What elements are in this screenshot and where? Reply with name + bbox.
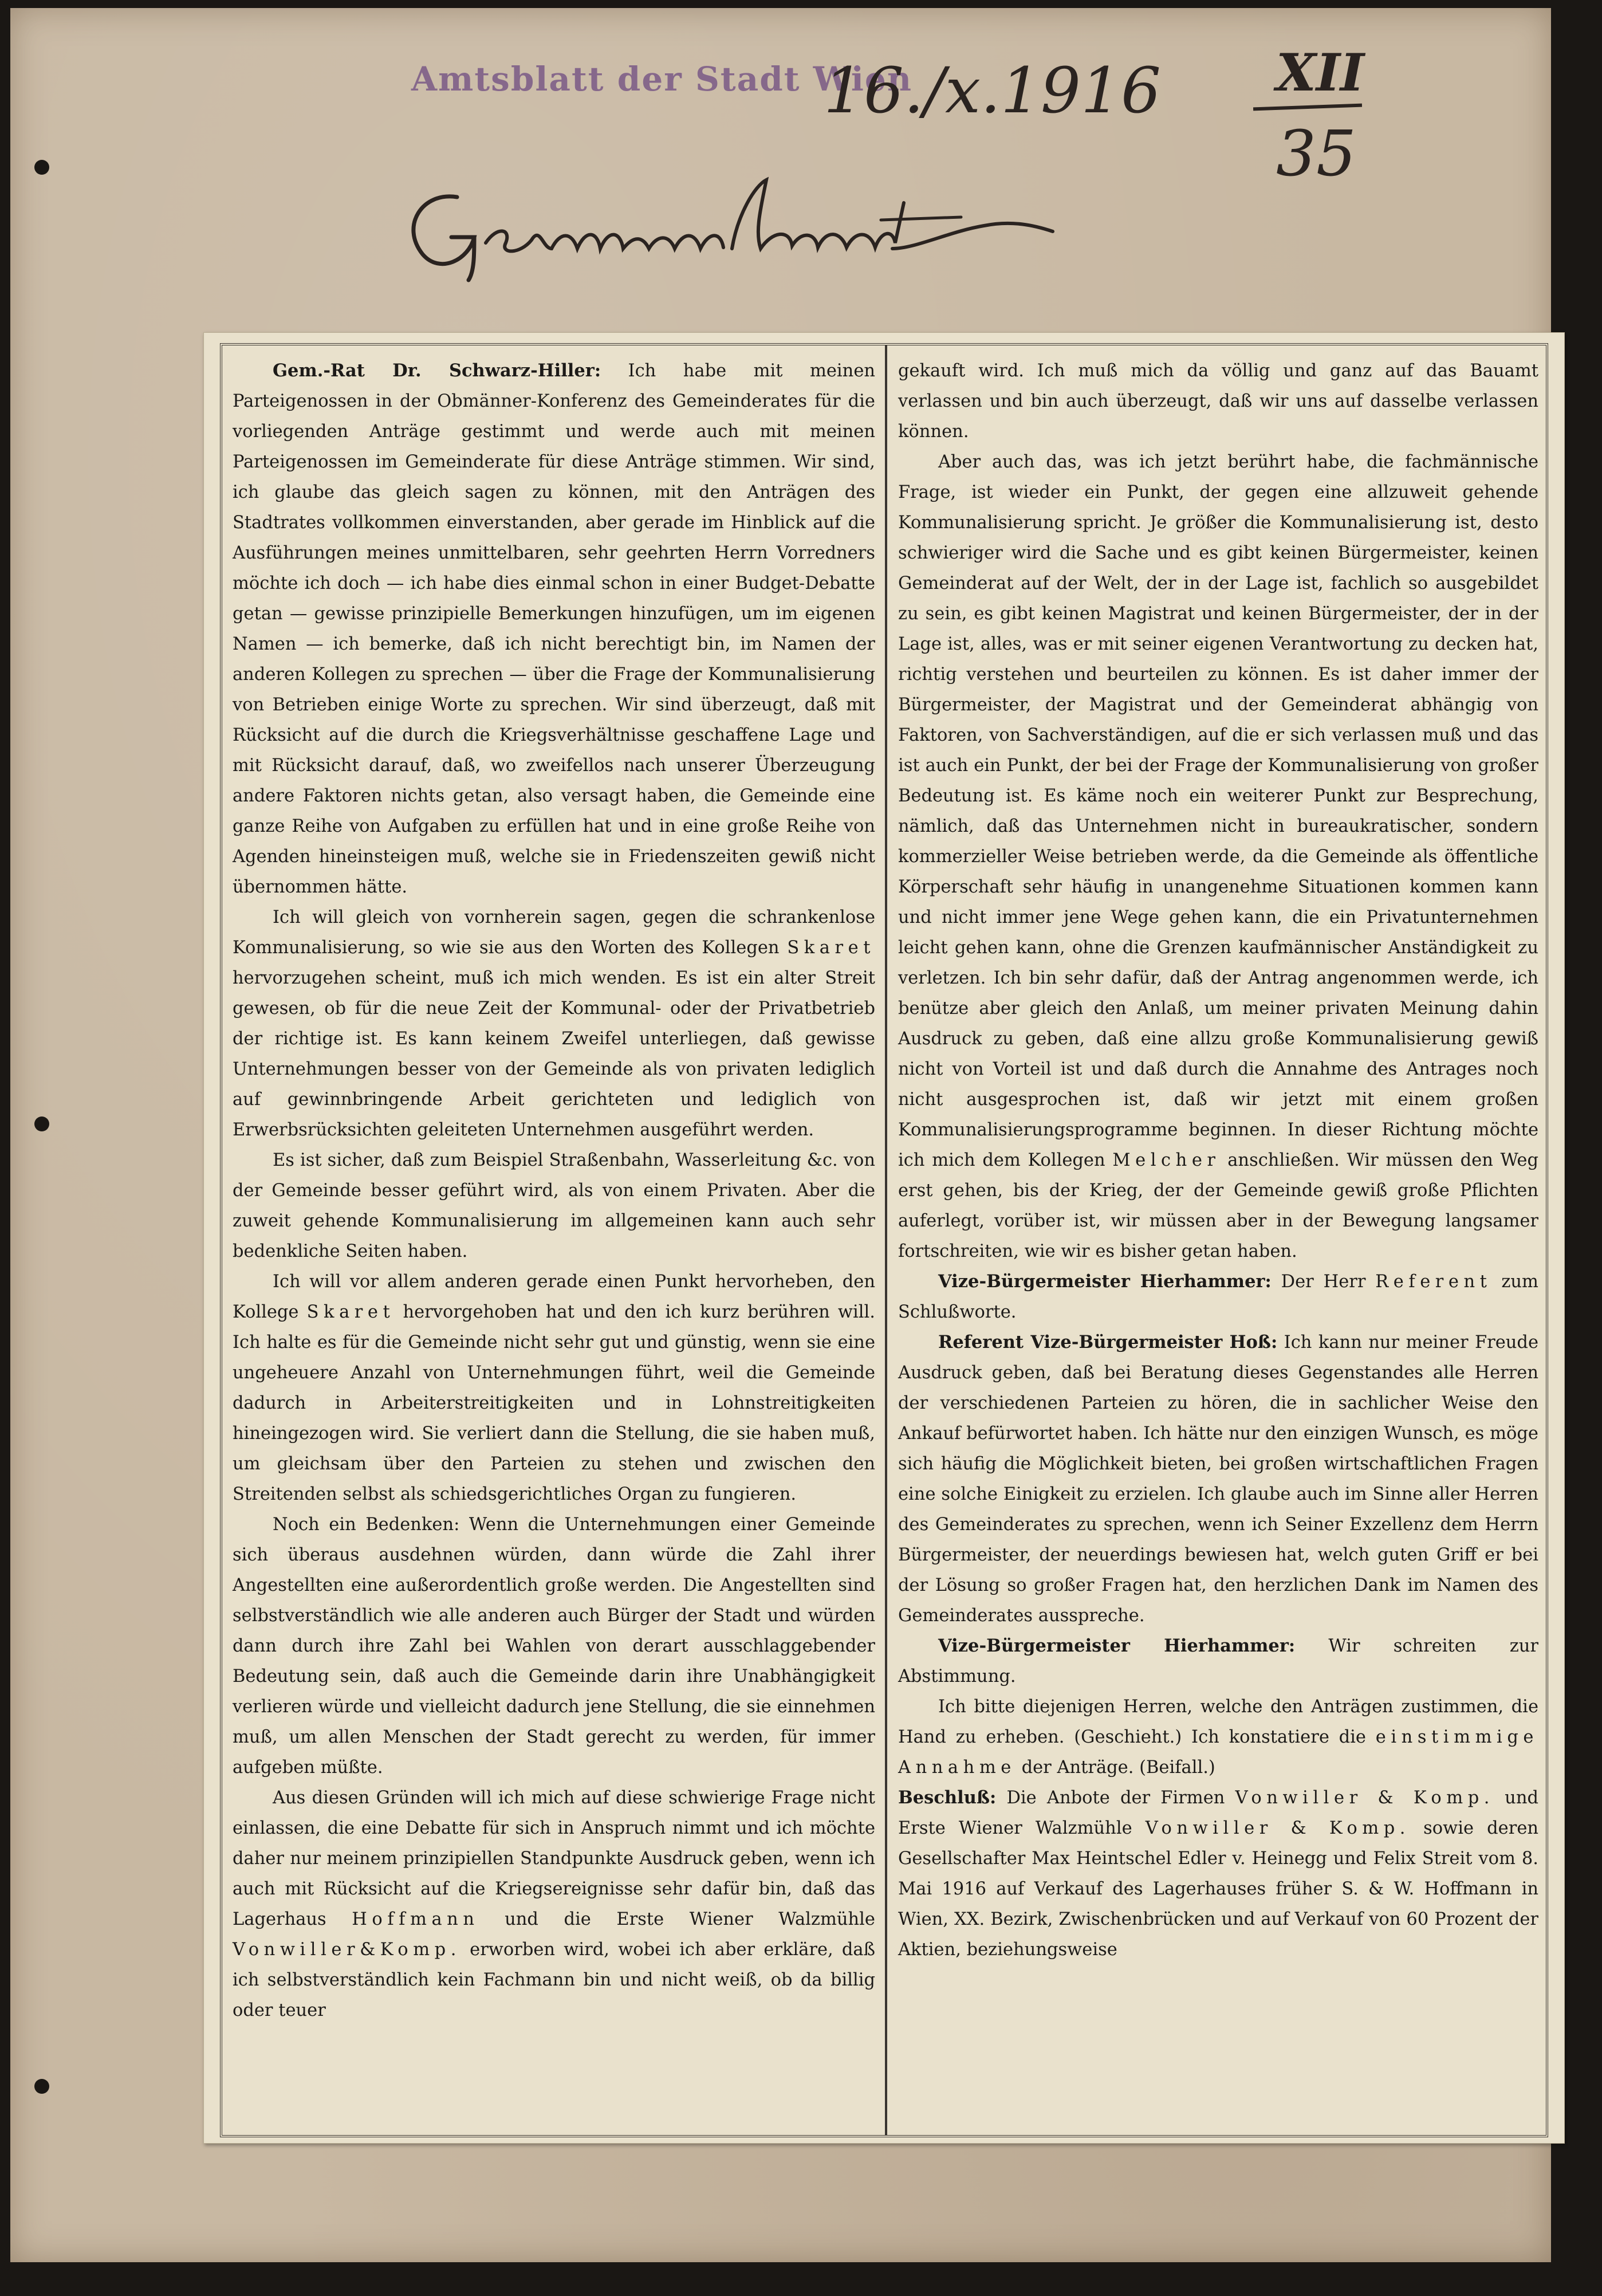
paragraph-text: Ich will vor allem anderen gerade einen Punkt hervorheben, den Kollege: [233, 1272, 875, 1322]
speaker-name: Vize-Bürgermeister Hierhammer:: [938, 1635, 1296, 1656]
handwritten-title-gemeinderat: [388, 163, 1064, 283]
punch-hole: [34, 160, 49, 175]
paragraph-text: anschließen. Wir müssen den Weg erst gehen, bis der Krieg, der der Gemeinde gewiß große Pflichten auferlegt, vorüber ist, wir müssen aber in der Bewegung langsamer fortschreiten, wie wir es bisher getan haben.: [898, 1150, 1538, 1261]
paragraph: [898, 1267, 1538, 1327]
paragraph: [233, 902, 875, 1145]
paragraph: [233, 356, 875, 902]
paragraph-text: Ich will gleich von vornherein sagen, gegen die schrankenlose Kommunalisierung, so wie sie aus den Worten des Kollegen: [233, 907, 875, 958]
speaker-name: Gem.-Rat Dr. Schwarz-Hiller:: [273, 360, 601, 381]
punch-hole: [34, 1116, 49, 1131]
paragraph: [898, 447, 1538, 1267]
paragraph: [898, 1327, 1538, 1631]
paragraph-text: Ich habe mit meinen Parteigenossen in der Obmänner-Konferenz des Gemeinderates für die vorliegenden Anträge gestimmt und werde auch mit meinen Parteigenossen im Gemeinderate für diese Anträge stimmen. Wir sind, ich glaube das gleich sagen zu können, mit den Anträgen des Stadtrates vollkommen einverstanden, aber gerade im Hinblick auf die Ausführungen meines unmittelbaren, sehr geehrten Herrn Vorredners möchte ich doch — ich habe dies einmal schon in einer Budget-Debatte getan — gewisse prinzipielle Bemerkungen hinzufügen, um im eigenen Namen — ich bemerke, daß ich nicht berechtigt bin, im Namen der anderen Kollegen zu sprechen — über die Frage der Kommunalisierung von Betrieben einige Worte zu sprechen. Wir sind überzeugt, daß mit Rücksicht auf die durch die Kriegsverhältnisse geschaffene Lage und mit Rücksicht darauf, daß, wo zweifellos nach unserer Überzeugung andere Faktoren nichts getan, also versagt haben, die Gemeinde eine ganze Reihe von Aufgaben zu erfüllen hat und in eine große Reihe von Agenden hineinsteigen muß, welche sie in Friedenszeiten gewiß nicht übernommen hätte.: [233, 361, 876, 897]
paragraph-text: Ich kann nur meiner Freude Ausdruck geben, daß bei Beratung dieses Gegenstandes alle Herren der verschiedenen Parteien zu hören, die in sachlicher Weise den Ankauf befürwortet haben. Ich hätte nur den einzigen Wunsch, es möge sich häufig die Möglichkeit bieten, bei großen wirtschaftlichen Fragen eine solche Einigkeit zu erzielen. Ich glaube auch im Sinne aller Herren des Gemeinderates zu sprechen, wenn ich Seiner Exzellenz dem Herrn Bürgermeister, der neuerdings bewiesen hat, welch guten Griff er bei der Lösung so großer Fragen hat, den herzlichen Dank im Namen des Gemeinderates ausspreche.: [898, 1332, 1539, 1626]
spaced-name: einstimmige Annahme: [898, 1727, 1538, 1778]
paragraph: [233, 1145, 875, 1267]
paragraph-text: Ich bitte diejenigen Herren, welche den Anträgen zustimmen, die Hand zu erheben. (Geschieht.) Ich konstatiere die: [898, 1697, 1538, 1747]
newspaper-clipping: [203, 332, 1565, 2144]
paragraph: [233, 1783, 875, 2026]
spaced-name: Vonwiller&Komp.: [233, 1940, 461, 1960]
resolution-paragraph: [898, 1783, 1538, 1965]
right-column: [898, 356, 1538, 1965]
paragraph-text: Es ist sicher, daß zum Beispiel Straßenbahn, Wasserleitung &c. von der Gemeinde besser geführt wird, als von einem Privaten. Aber die zuweit gehende Kommunalisierung im allgemeinen kann auch sehr bedenkliche Seiten haben.: [233, 1150, 875, 1261]
handwritten-rule: [1253, 104, 1362, 111]
paragraph-text: Der Herr: [1271, 1272, 1376, 1292]
paragraph: [233, 1267, 875, 1509]
paragraph-text: Noch ein Bedenken: Wenn die Unternehmungen einer Gemeinde sich überaus ausdehnen würden, dann würde die Zahl ihrer Angestellten eine außerordentlich große werden. Die Angestellten sind selbstverständlich wie alle anderen auch Bürger der Stadt und würden dann durch ihre Zahl bei Wahlen von derart ausschlaggebender Bedeutung sein, daß auch die Gemeinde darin ihre Unabhängigkeit verlieren würde und vielleicht dadurch jene Stellung, die sie einnehmen muß, um allen Menschen der Stadt gerecht zu werden, für immer aufgeben müßte.: [233, 1515, 875, 1778]
speaker-name: Vize-Bürgermeister Hierhammer:: [938, 1271, 1272, 1292]
handwritten-roman-numeral: XII: [1276, 42, 1365, 103]
paragraph: [898, 356, 1538, 447]
resolution-label: Beschluß:: [898, 1787, 997, 1808]
paragraph-text: sowie deren Gesellschafter Max Heintschel Edler v. Heinegg und Felix Streit vom 8. Mai 1916 auf Verkauf des Lagerhauses früher S. & W. Hoffmann in Wien, XX. Bezirk, Zwischenbrücken und auf Verkauf von 60 Prozent der Aktien, beziehungsweise: [898, 1818, 1539, 1960]
spaced-name: Vonwiller & Komp.: [1145, 1818, 1411, 1838]
paragraph-text: der Anträge. (Beifall.): [1015, 1758, 1215, 1778]
paragraph-text: zum Schlußworte.: [898, 1272, 1538, 1322]
paragraph-text: hervorzugehen scheint, muß ich mich wenden. Es ist ein alter Streit gewesen, ob für die neue Zeit der Kommunal- oder der Privatbetrieb der richtige ist. Es kann keinem Zweifel unterliegen, daß gewisse Unternehmungen besser von der Gemeinde als von privaten lediglich auf gewinnbringende Arbeit gerichteten und lediglich von Erwerbsrücksichten geleiteten Unternehmen ausgeführt werden.: [233, 968, 875, 1140]
paragraph-text: Aus diesen Gründen will ich mich auf diese schwierige Frage nicht einlassen, die eine Debatte für sich in Anspruch nimmt und ich möchte daher nur meinem prinzipiellen Standpunkte Ausdruck geben, wenn ich auch mit Rücksicht auf die Kriegsereignisse sehr dafür bin, daß das Lagerhaus: [233, 1788, 875, 1929]
amtsblatt-stamp: Amtsblatt der Stadt Wien: [411, 60, 912, 99]
speaker-name: Referent Vize-Bürgermeister Hoß:: [938, 1332, 1278, 1353]
spaced-name: Hoffmann: [352, 1909, 479, 1929]
paragraph-text: erworben wird, wobei ich aber erkläre, daß ich selbstverständlich kein Fachmann bin und nicht weiß, ob da billig oder teuer: [233, 1940, 875, 2020]
spaced-name: Skaret: [306, 1302, 395, 1322]
handwritten-number: 35: [1276, 117, 1356, 190]
spaced-name: Referent: [1375, 1272, 1492, 1292]
handwritten-date: 16./x.1916: [824, 54, 1161, 127]
paragraph-text: Aber auch das, was ich jetzt berührt habe, die fachmännische Frage, ist wieder ein Punkt, der gegen eine allzuweit gehende Kommunalisierung spricht. Je größer die Kommunalisierung ist, desto schwieriger wird die Sache und es gibt keinen Bürgermeister, keinen Gemeinderat auf der Welt, der in der Lage ist, fachlich so ausgebildet zu sein, es gibt keinen Magistrat und keinen Bürgermeister, der in der Lage ist, alles, was er mit seiner eigenen Verantwortung zu decken hat, richtig verstehen und beurteilen zu können. Es ist daher immer der Bürgermeister, der Magistrat und der Gemeinderat abhängig von Faktoren, von Sachverständigen, auf die er sich verlassen muß und das ist auch ein Punkt, der bei der Frage der Kommunalisierung von großer Bedeutung ist. Es käme noch ein weiterer Punkt zur Besprechung, nämlich, daß das Unternehmen nicht in bureaukratischer, sondern kommerzieller Weise betrieben werde, da die Gemeinde als öffentliche Körperschaft sehr häufig in unangenehme Situationen kommen kann und nicht immer jene Wege gehen kann, die ein Privatunternehmen leicht gehen kann, ohne die Grenzen kaufmännischer Anständigkeit zu verletzen. Ich bin sehr dafür, daß der Antrag angenommen werde, ich benütze aber gleich den Anlaß, um meiner privaten Meinung dahin Ausdruck zu geben, daß eine allzu große Kommunalisierung gewiß nicht von Vorteil ist und daß durch die Annahme des Antrages noch nicht ausgesprochen ist, daß wir jetzt mit einem großen Kommunalisierungsprogramme beginnen. In dieser Richtung möchte ich mich dem Kollegen: [898, 452, 1538, 1170]
column-divider: [885, 345, 887, 2135]
punch-hole: [34, 2079, 49, 2094]
paragraph-text: Die Anbote der Firmen: [996, 1788, 1235, 1808]
paragraph-text: gekauft wird. Ich muß mich da völlig und ganz auf das Bauamt verlassen und bin auch überzeugt, daß wir uns auf dasselbe verlassen können.: [898, 361, 1538, 442]
paragraph-text: und die Erste Wiener Walzmühle: [479, 1909, 875, 1929]
paragraph: [898, 1692, 1538, 1783]
paragraph-text: Wir schreiten zur Abstimmung.: [898, 1636, 1538, 1686]
paragraph: [233, 1509, 875, 1783]
paragraph-text: und Erste Wiener Walzmühle: [898, 1788, 1538, 1838]
paragraph-text: hervorgehoben hat und den ich kurz berühren will. Ich halte es für die Gemeinde nicht sehr gut und günstig, wenn sie eine ungeheuere Anzahl von Unternehmungen führt, weil die Gemeinde dadurch in Arbeiterstreitigkeiten und in Lohnstreitigkeiten hineingezogen wird. Sie verliert dann die Stellung, die sie haben muß, um gleichsam über den Parteien zu stehen und zwischen den Streitenden selbst als schiedsgerichtliches Organ zu fungieren.: [233, 1302, 875, 1504]
spaced-name: Skaret: [787, 938, 875, 958]
paragraph: [898, 1631, 1538, 1692]
left-column: [233, 356, 875, 2026]
spaced-name: Melcher: [1112, 1150, 1221, 1170]
spaced-name: Vonwiller & Komp.: [1235, 1788, 1494, 1808]
